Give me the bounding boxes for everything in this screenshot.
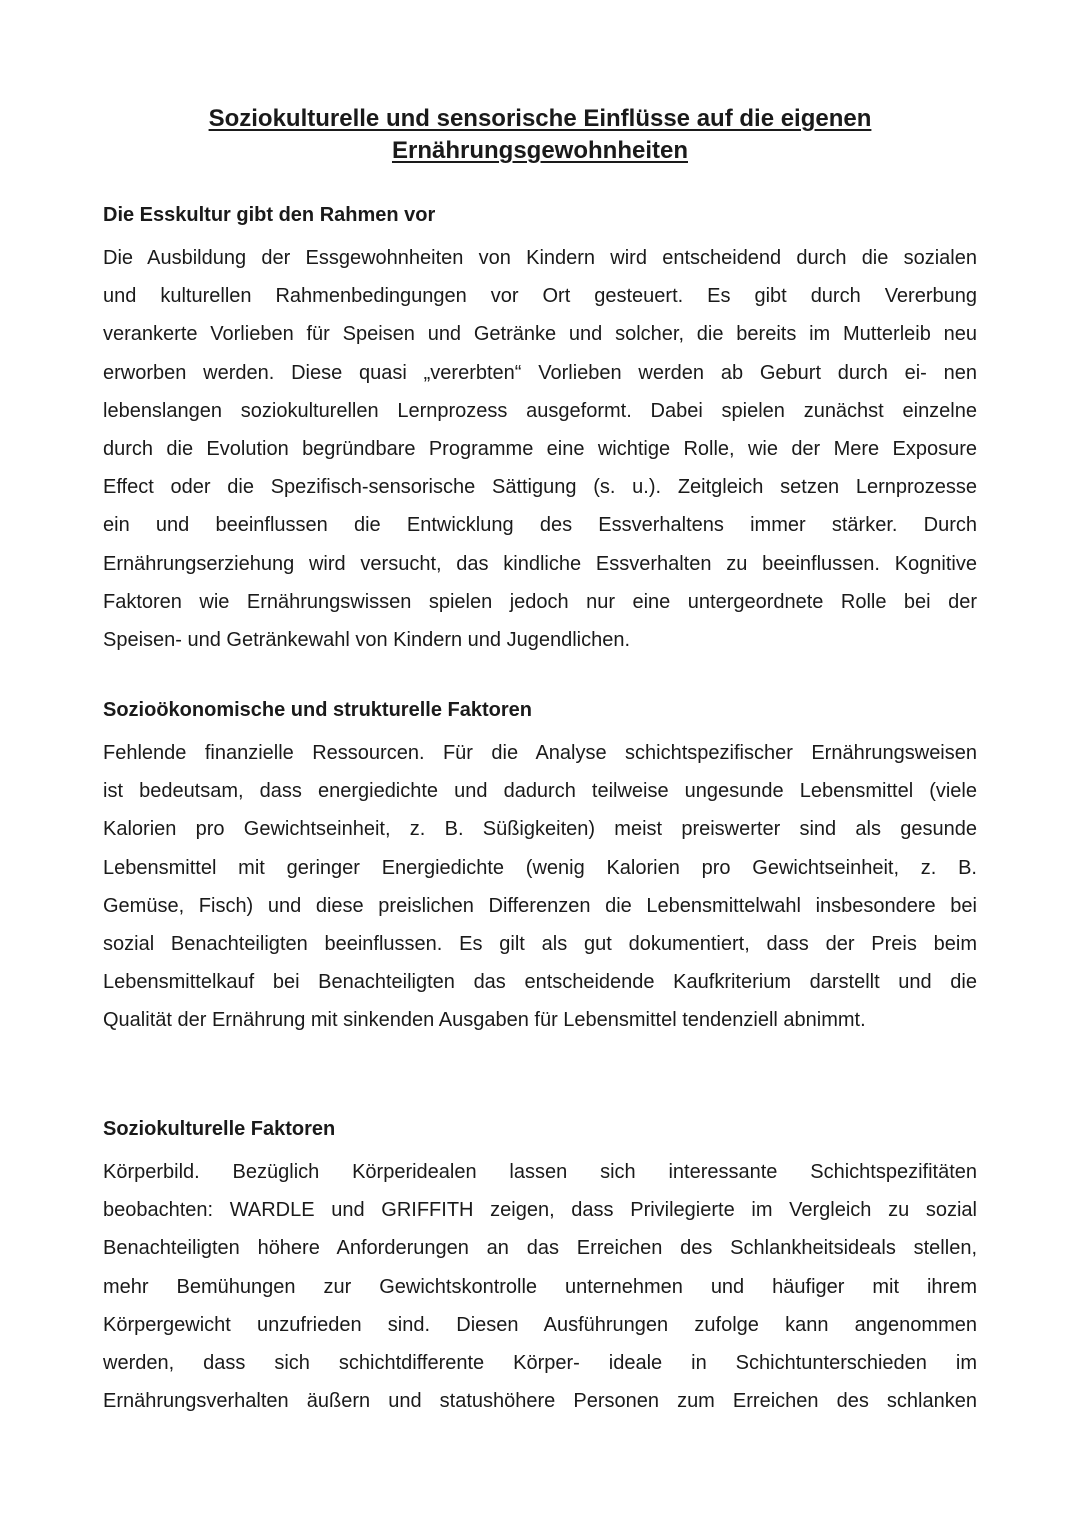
paragraph-line: werden, dass sich schichtdifferente Körper- ideale in Schichtunterschieden im <box>103 1351 977 1374</box>
paragraph-line: lebenslangen soziokulturellen Lernprozess ausgeformt. Dabei spielen zunächst einzelne <box>103 399 977 422</box>
paragraph-line: ist bedeutsam, dass energiedichte und dadurch teilweise ungesunde Lebensmittel (viele <box>103 780 977 803</box>
document-title <box>150 103 930 167</box>
paragraph-line: Qualität der Ernährung mit sinkenden Ausgaben für Lebensmittel tendenziell abnimmt. <box>103 1009 866 1032</box>
section-soziokulturell <box>103 1115 977 1420</box>
paragraph-line: Ernährungsverhalten äußern und statushöhere Personen zum Erreichen des schlanken <box>103 1390 977 1413</box>
paragraph-line: verankerte Vorlieben für Speisen und Getränke und solcher, die bereits im Mutterleib neu <box>103 323 977 346</box>
paragraph-line: ein und beeinflussen die Entwicklung des Essverhaltens immer stärker. Durch <box>103 514 977 537</box>
paragraph-line: beobachten: WARDLE und GRIFFITH zeigen, dass Privilegierte im Vergleich zu sozial <box>103 1199 977 1222</box>
paragraph-line: Speisen- und Getränkewahl von Kindern und Jugendlichen. <box>103 628 631 651</box>
paragraph-line: mehr Bemühungen zur Gewichtskontrolle unternehmen und häufiger mit ihrem <box>103 1275 977 1298</box>
section-soziooekonomisch <box>103 696 977 1040</box>
document-title-line-1: Soziokulturelle und sensorische Einflüsse auf die eigenen <box>208 105 872 132</box>
paragraph-line: Körperbild. Bezüglich Körperidealen lassen sich interessante Schichtspezifitäten <box>103 1161 977 1183</box>
paragraph-line: Ernährungserziehung wird versucht, das kindliche Essverhalten zu beeinflussen. Kognitive <box>103 552 977 575</box>
section-paragraph <box>103 239 977 659</box>
section-esskultur <box>103 201 977 659</box>
section-paragraph <box>103 1153 977 1420</box>
paragraph-line: Kalorien pro Gewichtseinheit, z. B. Süßigkeiten) meist preiswerter sind als gesunde <box>103 818 977 841</box>
paragraph-line: Lebensmittelkauf bei Benachteiligten das entscheidende Kaufkriterium darstellt und die <box>103 971 977 994</box>
paragraph-line: Körpergewicht unzufrieden sind. Diesen Ausführungen zufolge kann angenommen <box>103 1313 977 1336</box>
paragraph-line: Lebensmittel mit geringer Energiedichte (wenig Kalorien pro Gewichtseinheit, z. B. <box>103 856 977 879</box>
section-heading: Die Esskultur gibt den Rahmen vor <box>103 204 436 226</box>
paragraph-line: Effect oder die Spezifisch-sensorische Sättigung (s. u.). Zeitgleich setzen Lernprozesse <box>103 476 977 499</box>
paragraph-line: Fehlende finanzielle Ressourcen. Für die Analyse schichtspezifischer Ernährungsweisen <box>103 742 977 764</box>
paragraph-line: Benachteiligten höhere Anforderungen an das Erreichen des Schlankheitsideals stellen, <box>103 1237 977 1260</box>
paragraph-line: und kulturellen Rahmenbedingungen vor Ort gesteuert. Es gibt durch Vererbung <box>103 285 977 308</box>
paragraph-line: erworben werden. Diese quasi „vererbten“ Vorlieben werden ab Geburt durch ei- nen <box>103 361 977 384</box>
section-heading: Soziokulturelle Faktoren <box>103 1118 336 1140</box>
paragraph-line: sozial Benachteiligten beeinflussen. Es gilt als gut dokumentiert, dass der Preis beim <box>103 932 977 955</box>
paragraph-line: durch die Evolution begründbare Programme eine wichtige Rolle, wie der Mere Exposure <box>103 437 977 460</box>
paragraph-line: Gemüse, Fisch) und diese preislichen Differenzen die Lebensmittelwahl insbesondere bei <box>103 894 977 917</box>
paragraph-line: Faktoren wie Ernährungswissen spielen jedoch nur eine untergeordnete Rolle bei der <box>103 590 977 613</box>
section-paragraph <box>103 734 977 1040</box>
paragraph-line: Die Ausbildung der Essgewohnheiten von Kindern wird entscheidend durch die sozialen <box>103 247 977 269</box>
section-heading: Sozioökonomische und strukturelle Faktoren <box>103 699 532 721</box>
document-title-line-2: Ernährungsgewohnheiten <box>391 137 688 164</box>
